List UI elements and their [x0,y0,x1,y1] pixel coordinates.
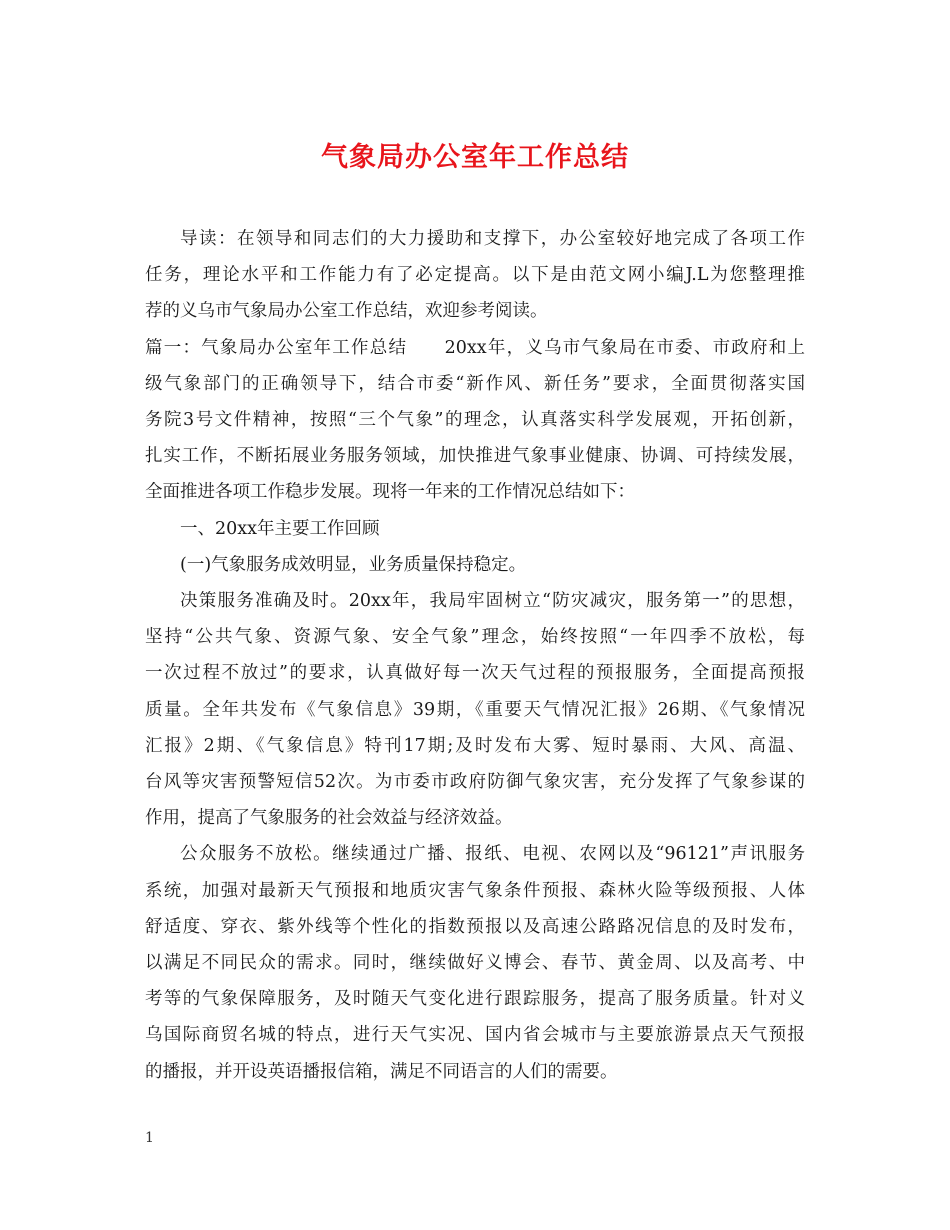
body-line: 以满足不同民众的需求。同时，继续做好义博会、春节、黄金周、以及高考、中 [145,953,805,973]
body-line: 考等的气象保障服务，及时随天气变化进行跟踪服务，提高了服务质量。针对义 [145,989,805,1010]
body-line: 质量。全年共发布《气象信息》39期，《重要天气情况汇报》26期、《气象情况 [145,699,805,720]
body-line: 导读：在领导和同志们的大力援助和支撑下，办公室较好地完成了各项工作 [180,229,805,249]
body-line: 的播报，并开设英语播报信箱，满足不同语言的人们的需要。 [145,1061,618,1082]
body-line: 篇一：气象局办公室年工作总结 20xx年，义乌市气象局在市委、市政府和上 [145,337,805,358]
body-line: 作用，提高了气象服务的社会效益与经济效益。 [145,808,513,829]
body-line: 坚持“公共气象、资源气象、安全气象”理念，始终按照“一年四季不放松，每 [145,627,805,648]
body-line: 台风等灾害预警短信52次。为市委市政府防御气象灾害，充分发挥了气象参谋的 [145,772,805,792]
body-line: (一)气象服务成效明显，业务质量保持稳定。 [180,554,527,575]
body-line: 级气象部门的正确领导下，结合市委“新作风、新任务”要求，全面贯彻落实国 [145,373,805,394]
document-title: 气象局办公室年工作总结 [321,142,629,173]
body-line: 扎实工作，不断拓展业务服务领域，加快推进气象事业健康、协调、可持续发展， [145,446,805,467]
page-number: 1 [145,1130,154,1146]
body-line: 务院3号文件精神，按照“三个气象”的理念，认真落实科学发展观，开拓创新， [145,410,805,430]
body-line: 全面推进各项工作稳步发展。现将一年来的工作情况总结如下： [145,482,635,503]
body-line: 公众服务不放松。继续通过广播、报纸、电视、农网以及“96121”声讯服务 [180,844,805,865]
body-line: 系统，加强对最新天气预报和地质灾害气象条件预报、森林火险等级预报、人体 [145,880,805,901]
body-line: 荐的义乌市气象局办公室工作总结，欢迎参考阅读。 [145,301,548,322]
body-line: 汇报》2期、《气象信息》特刊17期;及时发布大雾、短时暴雨、大风、高温、 [145,735,805,756]
body-line: 乌国际商贸名城的特点，进行天气实况、国内省会城市与主要旅游景点天气预报 [145,1025,805,1046]
body-line: 一次过程不放过”的要求，认真做好每一次天气过程的预报服务，全面提高预报 [145,663,805,684]
body-line: 舒适度、穿衣、紫外线等个性化的指数预报以及高速公路路况信息的及时发布， [145,916,805,937]
body-line: 任务，理论水平和工作能力有了必定提高。以下是由范文网小编J.L为您整理推 [145,265,805,286]
body-line: 一、20xx年主要工作回顾 [180,518,380,539]
body-line: 决策服务准确及时。20xx年，我局牢固树立“防灾减灾，服务第一”的思想， [180,591,805,611]
